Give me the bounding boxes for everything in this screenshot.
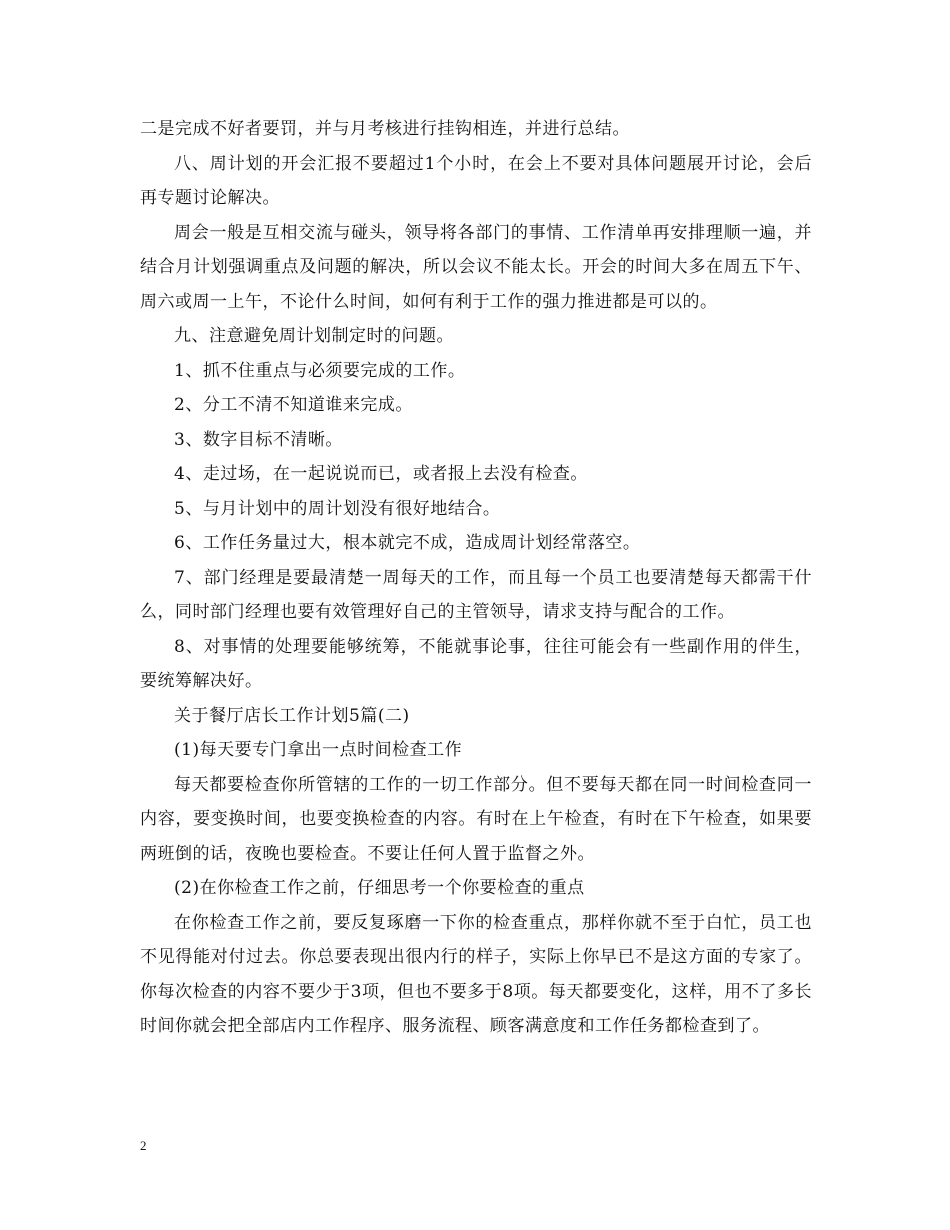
paragraph-item-nine: 九、注意避免周计划制定时的问题。 [174,326,454,346]
list-item-5: 5、与月计划中的周计划没有很好地结合。 [174,498,501,519]
document-body [140,112,812,1044]
paragraph-continuation: 二是完成不好者要罚，并与月考核进行挂钩相连，并进行总结。 [140,119,630,139]
paragraph-check-focus: 在你检查工作之前，要反复琢磨一下你的检查重点，那样你就不至于白忙，员工也不见得能对付过去。你总要表现出很内行的样子，实际上你早已不是这方面的专家了。你每次检查的内容不要少于3项，但也不要多于8项。每天都要变化，这样，用不了多长时间你就会把全部店内工作程序、服务流程、顾客满意度和工作任务都检查到了。 [140,912,812,1036]
paragraph-item-eight: 八、周计划的开会汇报不要超过1个小时，在会上不要对具体问题展开讨论，会后再专题讨论解决。 [140,153,812,208]
page-number: 2 [140,1138,147,1153]
list-item-6: 6、工作任务量过大，根本就完不成，造成周计划经常落空。 [174,533,641,553]
subheading-2: (2)在你检查工作之前，仔细思考一个你要检查的重点 [174,878,585,898]
list-item-8: 8、对事情的处理要能够统筹，不能就事论事，往往可能会有一些副作用的伴生，要统筹解决好。 [140,636,812,691]
list-item-2: 2、分工不清不知道谁来完成。 [174,395,413,415]
list-item-1: 1、抓不住重点与必须要完成的工作。 [174,360,466,381]
list-item-4: 4、走过场，在一起说说而已，或者报上去没有检查。 [174,464,588,484]
paragraph-daily-check: 每天都要检查你所管辖的工作的一切工作部分。但不要每天都在同一时间检查同一内容，要变换时间，也要变换检查的内容。有时在上午检查，有时在下午检查，如果要两班倒的话，夜晚也要检查。不要让任何人置于监督之外。 [140,774,812,864]
subheading-1: (1)每天要专门拿出一点时间检查工作 [174,740,463,760]
section-heading: 关于餐厅店长工作计划5篇(二) [174,705,410,726]
list-item-7: 7、部门经理是要最清楚一周每天的工作，而且每一个员工也要清楚每天都需干什么，同时部门经理也要有效管理好自己的主管领导，请求支持与配合的工作。 [140,567,812,622]
paragraph-weekly-meeting: 周会一般是互相交流与碰头，领导将各部门的事情、工作清单再安排理顺一遍，并结合月计划强调重点及问题的解决，所以会议不能太长。开会的时间大多在周五下午、周六或周一上午，不论什么时间，如何有利于工作的强力推进都是可以的。 [140,222,812,312]
list-item-3: 3、数字目标不清晰。 [174,429,343,450]
